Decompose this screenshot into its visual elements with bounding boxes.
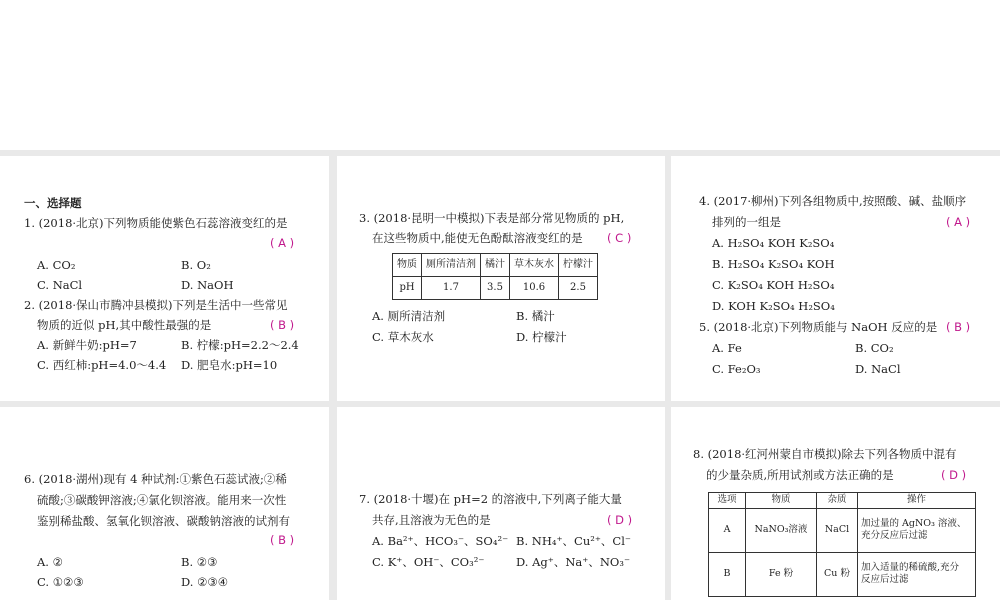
q8-row-impurity: NaCl bbox=[817, 508, 858, 552]
q3-stem-line1: 3. (2018·昆明一中模拟)下表是部分常见物质的 pH, bbox=[359, 211, 625, 225]
q5-option-c: C. Fe₂O₃ bbox=[712, 362, 761, 376]
question-panel-6 bbox=[671, 407, 1000, 600]
q8-row-operation-line1: 加过量的 AgNO₃ 溶液、 bbox=[861, 517, 967, 529]
question-panel-2 bbox=[337, 156, 665, 401]
q3-table-header-cell: 物质 bbox=[393, 254, 422, 277]
q5-option-a: A. Fe bbox=[712, 341, 742, 355]
q4-option-a: A. H₂SO₄ KOH K₂SO₄ bbox=[712, 236, 835, 250]
q1-stem: 1. (2018·北京)下列物质能使紫色石蕊溶液变红的是 bbox=[24, 216, 288, 230]
q4-option-b: B. H₂SO₄ K₂SO₄ KOH bbox=[712, 257, 835, 271]
q6-option-c: C. ①②③ bbox=[37, 575, 84, 589]
q4-stem-line1: 4. (2017·柳州)下列各组物质中,按照酸、碱、盐顺序 bbox=[699, 194, 967, 208]
q8-row-substance: NaNO₃溶液 bbox=[746, 508, 817, 552]
q3-table-cell: 3.5 bbox=[481, 277, 510, 300]
q3-table-cell: pH bbox=[393, 277, 422, 300]
q7-option-d: D. Ag⁺、Na⁺、NO₃⁻ bbox=[516, 555, 631, 569]
q8-table-row bbox=[709, 552, 976, 596]
q1-answer: ( A ) bbox=[270, 236, 295, 250]
q6-answer: ( B ) bbox=[270, 533, 295, 547]
q8-stem-line2: 的少量杂质,所用试剂或方法正确的是 bbox=[706, 468, 894, 482]
q5-stem: 5. (2018·北京)下列物质能与 NaOH 反应的是 bbox=[699, 320, 938, 334]
q8-row-operation bbox=[858, 508, 976, 552]
q2-option-b: B. 柠檬:pH=2.2～2.4 bbox=[181, 338, 299, 352]
q8-table-row bbox=[709, 508, 976, 552]
q3-table-header-cell: 厕所清洁剂 bbox=[422, 254, 481, 277]
q1-option-c: C. NaCl bbox=[37, 278, 83, 292]
q8-table-header-cell: 杂质 bbox=[817, 493, 858, 509]
q7-option-a: A. Ba²⁺、HCO₃⁻、SO₄²⁻ bbox=[372, 534, 509, 548]
q2-stem-line2: 物质的近似 pH,其中酸性最强的是 bbox=[37, 318, 212, 332]
question-panel-5 bbox=[337, 407, 665, 600]
q8-stem-line1: 8. (2018·红河州蒙自市模拟)除去下列各物质中混有 bbox=[693, 447, 957, 461]
blank-header-band bbox=[0, 0, 1000, 150]
q3-table-cell: 1.7 bbox=[422, 277, 481, 300]
q7-stem-line2: 共存,且溶液为无色的是 bbox=[372, 513, 491, 527]
q3-table-header-cell: 柠檬汁 bbox=[559, 254, 598, 277]
q4-option-c: C. K₂SO₄ KOH H₂SO₄ bbox=[712, 278, 835, 292]
q3-ph-table bbox=[392, 253, 598, 300]
q6-stem-line2: 硫酸;③碳酸钾溶液;④氯化钡溶液。能用来一次性 bbox=[37, 493, 287, 507]
q8-row-operation-line2: 充分反应后过滤 bbox=[861, 530, 928, 542]
q7-answer: ( D ) bbox=[607, 513, 633, 527]
q6-stem-line1: 6. (2018·湖州)现有 4 种试剂:①紫色石蕊试液;②稀 bbox=[24, 472, 287, 486]
q8-row-impurity: Cu 粉 bbox=[817, 552, 858, 596]
q3-option-c: C. 草木灰水 bbox=[372, 330, 434, 344]
q8-row-operation bbox=[858, 552, 976, 596]
q3-table-cell: 10.6 bbox=[510, 277, 559, 300]
q3-table-header-row bbox=[393, 254, 598, 277]
q6-option-d: D. ②③④ bbox=[181, 575, 229, 589]
question-panel-4 bbox=[0, 407, 329, 600]
q3-option-a: A. 厕所清洁剂 bbox=[372, 309, 446, 323]
q8-table-header-row bbox=[709, 493, 976, 509]
q7-option-b: B. NH₄⁺、Cu²⁺、Cl⁻ bbox=[516, 534, 631, 548]
q7-stem-line1: 7. (2018·十堰)在 pH=2 的溶液中,下列离子能大量 bbox=[359, 492, 622, 506]
q8-row-operation-line2: 反应后过滤 bbox=[861, 574, 909, 586]
q8-table-header-cell: 物质 bbox=[746, 493, 817, 509]
q8-table-header-cell: 操作 bbox=[858, 493, 976, 509]
q2-option-a: A. 新鲜牛奶:pH=7 bbox=[37, 338, 137, 352]
q3-option-d: D. 柠檬汁 bbox=[516, 330, 567, 344]
q3-table-ph-row bbox=[393, 277, 598, 300]
question-panel-3 bbox=[671, 156, 1000, 401]
q3-stem-line2: 在这些物质中,能使无色酚酞溶液变红的是 bbox=[372, 231, 583, 245]
q2-option-c: C. 西红柿:pH=4.0～4.4 bbox=[37, 358, 167, 372]
q2-answer: ( B ) bbox=[270, 318, 295, 332]
q4-option-d: D. KOH K₂SO₄ H₂SO₄ bbox=[712, 299, 835, 313]
q5-option-b: B. CO₂ bbox=[855, 341, 894, 355]
q8-table-header-cell: 选项 bbox=[709, 493, 746, 509]
q1-option-d: D. NaOH bbox=[181, 278, 234, 292]
question-panel-1 bbox=[0, 156, 329, 401]
q6-option-b: B. ②③ bbox=[181, 555, 218, 569]
q8-answer: ( D ) bbox=[941, 468, 967, 482]
q3-option-b: B. 橘汁 bbox=[516, 309, 555, 323]
q7-option-c: C. K⁺、OH⁻、CO₃²⁻ bbox=[372, 555, 485, 569]
q4-answer: ( A ) bbox=[946, 215, 971, 229]
q1-option-a: A. CO₂ bbox=[37, 258, 76, 272]
q4-stem-line2: 排列的一组是 bbox=[712, 215, 781, 229]
q3-table-header-cell: 草木灰水 bbox=[510, 254, 559, 277]
q8-row-option: A bbox=[709, 508, 746, 552]
q1-option-b: B. O₂ bbox=[181, 258, 211, 272]
q2-stem-line1: 2. (2018·保山市腾冲县模拟)下列是生活中一些常见 bbox=[24, 298, 288, 312]
q8-row-operation-line1: 加入适量的稀硫酸,充分 bbox=[861, 561, 960, 573]
q5-option-d: D. NaCl bbox=[855, 362, 901, 376]
q2-option-d: D. 肥皂水:pH=10 bbox=[181, 358, 278, 372]
q3-table-cell: 2.5 bbox=[559, 277, 598, 300]
q3-answer: ( C ) bbox=[607, 231, 632, 245]
section-title: 一、选择题 bbox=[24, 196, 82, 210]
q6-option-a: A. ② bbox=[37, 555, 63, 569]
q8-row-option: B bbox=[709, 552, 746, 596]
q3-table-header-cell: 橘汁 bbox=[481, 254, 510, 277]
q8-row-substance: Fe 粉 bbox=[746, 552, 817, 596]
q5-answer: ( B ) bbox=[946, 320, 971, 334]
q6-stem-line3: 鉴别稀盐酸、氢氧化钡溶液、碳酸钠溶液的试剂有 bbox=[37, 514, 290, 528]
q8-table bbox=[708, 492, 976, 597]
